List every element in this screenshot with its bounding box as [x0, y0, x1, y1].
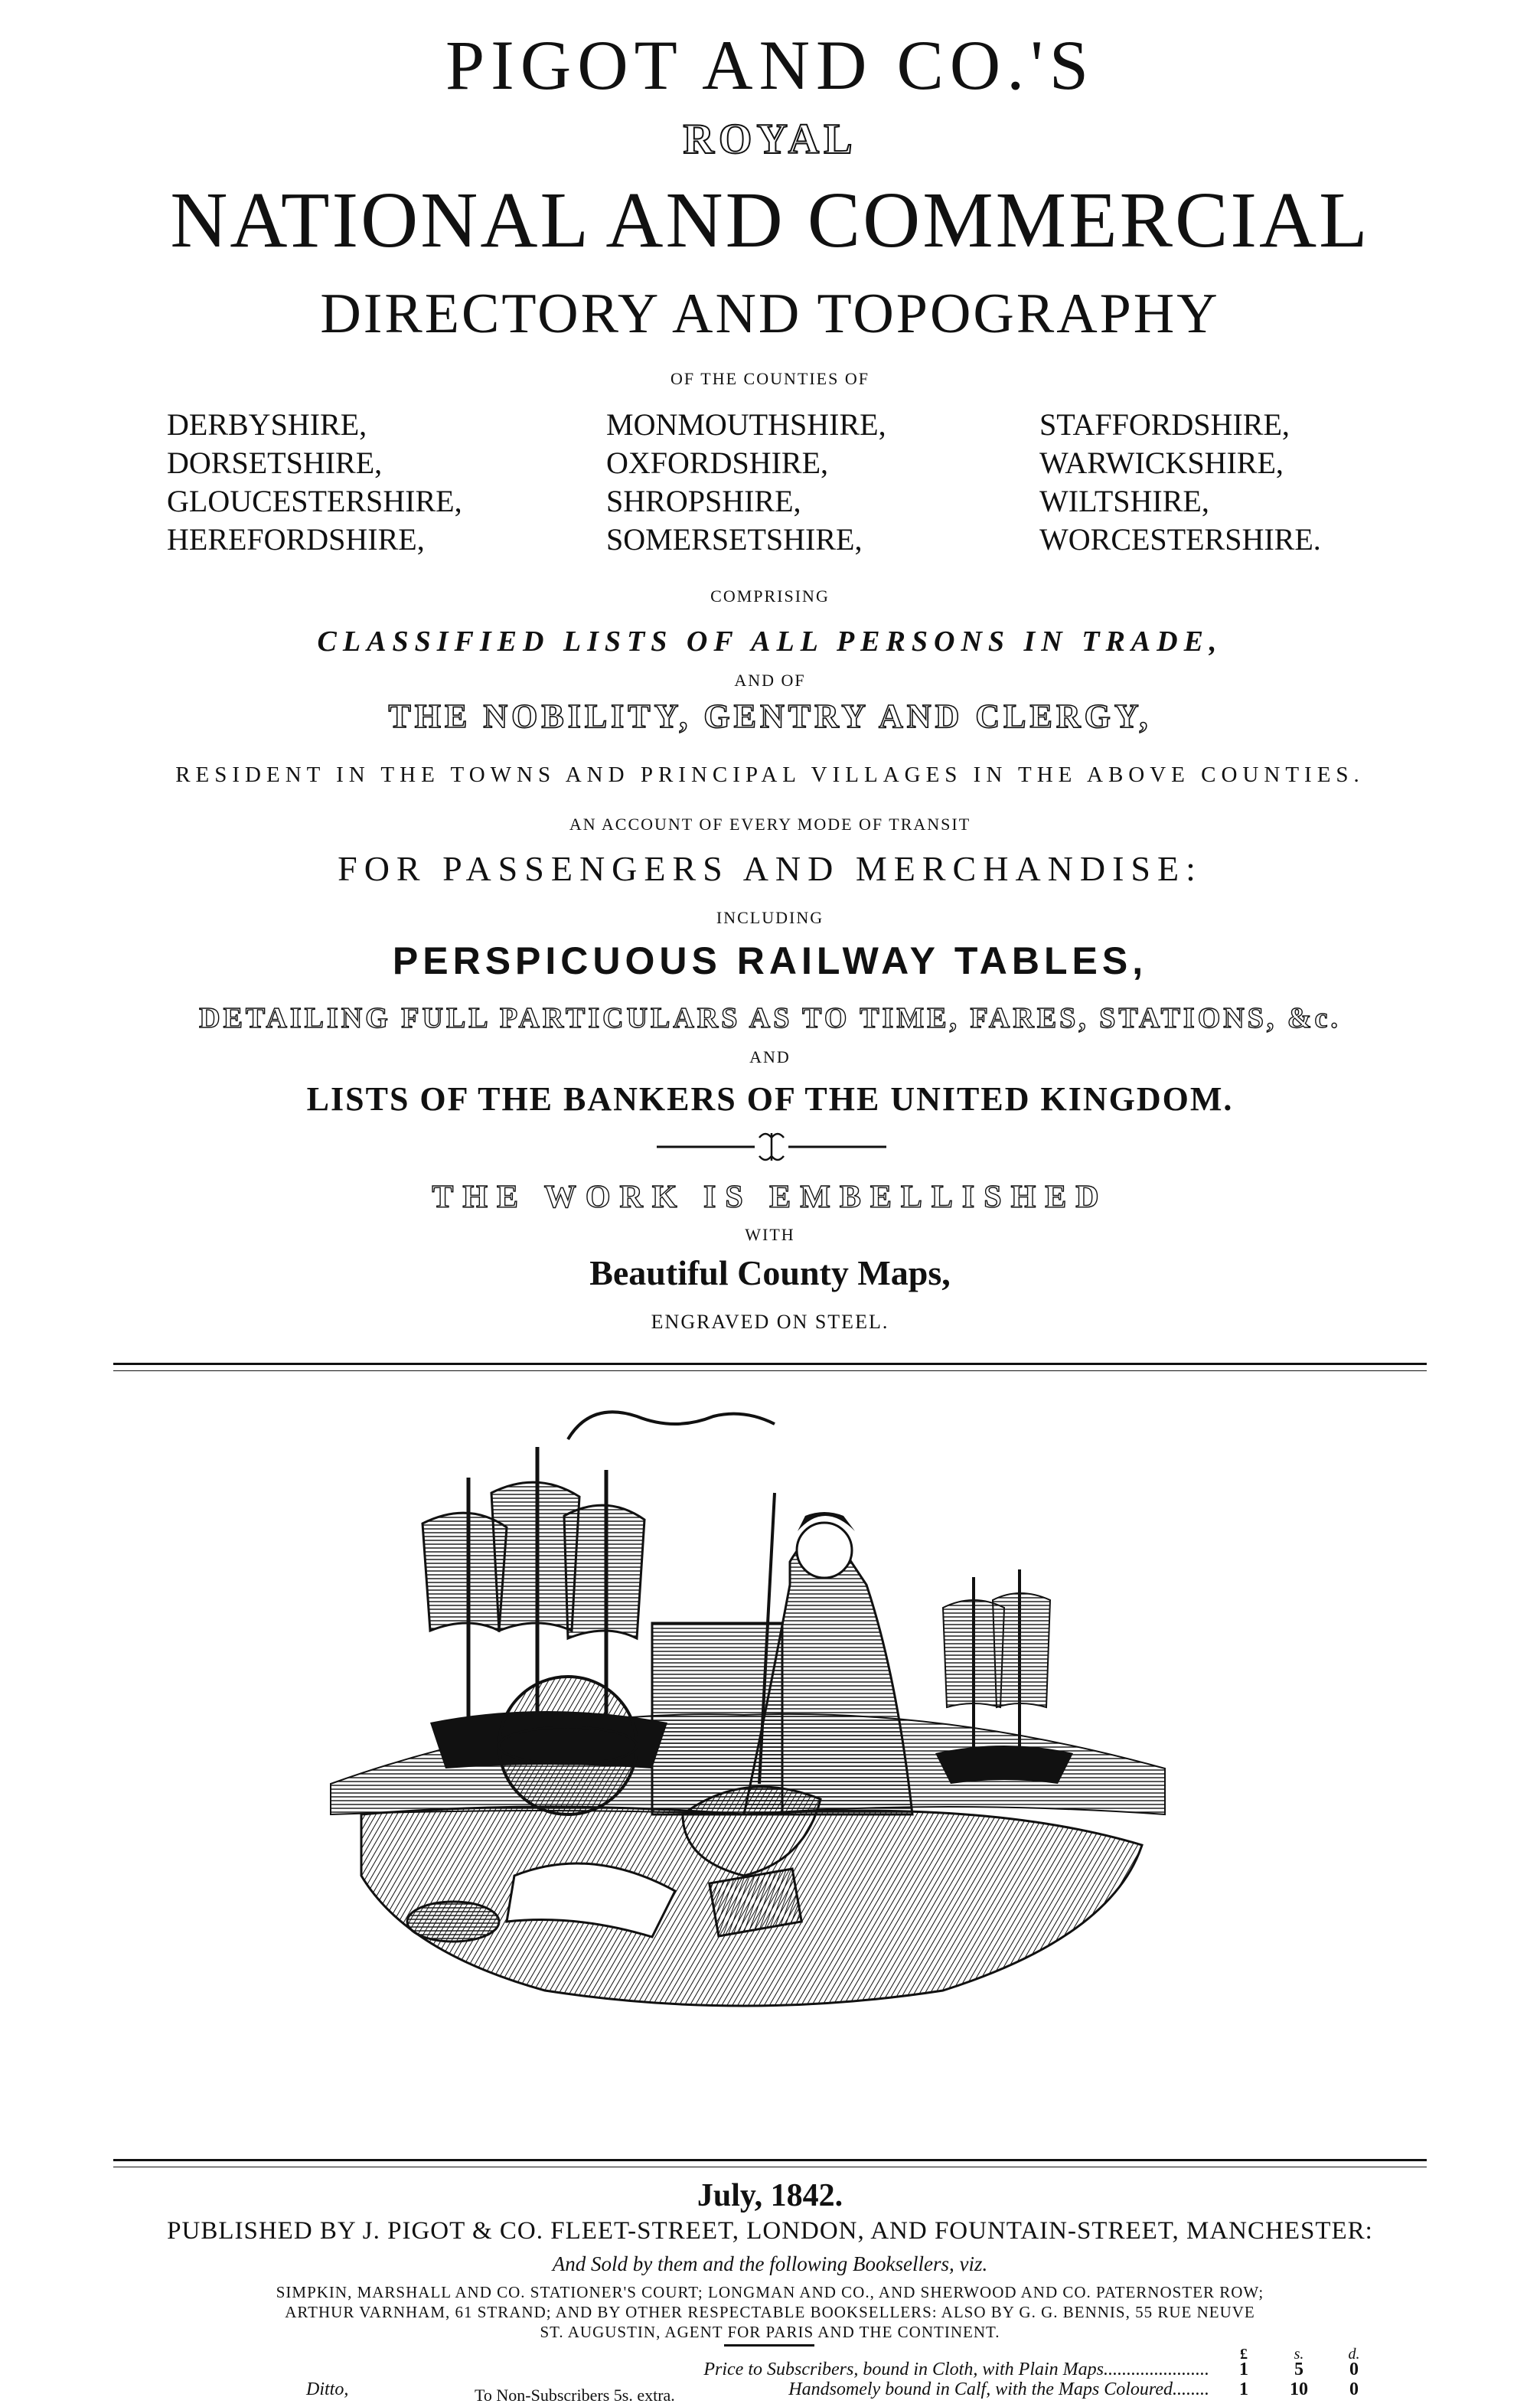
price-prefix: Ditto,	[306, 2379, 349, 2399]
counties-intro: OF THE COUNTIES OF	[670, 369, 870, 388]
comprising-label: COMPRISING	[710, 586, 830, 606]
county-column-3	[1039, 406, 1321, 559]
and-label: AND	[749, 1047, 791, 1066]
passengers-heading: FOR PASSENGERS AND MERCHANDISE:	[338, 849, 1202, 888]
with-label: WITH	[745, 1225, 795, 1244]
classified-lists-heading: CLASSIFIED LISTS OF ALL PERSONS IN TRADE,	[317, 625, 1223, 658]
detailing-line: DETAILING FULL PARTICULARS AS TO TIME, FARES, STATIONS, &c.	[199, 1002, 1341, 1034]
county-name: DERBYSHIRE,	[167, 407, 367, 442]
county-name: HEREFORDSHIRE,	[167, 522, 425, 557]
county-name: SOMERSETSHIRE,	[606, 522, 863, 557]
title-subtitle: DIRECTORY AND TOPOGRAPHY	[320, 283, 1220, 345]
ornament-divider-icon	[0, 1132, 1540, 1162]
divider-rule	[113, 1363, 1427, 1365]
county-name: GLOUCESTERSHIRE,	[167, 484, 462, 518]
booksellers-line: SIMPKIN, MARSHALL AND CO. STATIONER'S COURT; LONGMAN AND CO., AND SHERWOOD AND CO. PATERNOSTER ROW;	[276, 2283, 1264, 2301]
and-of-label: AND OF	[734, 671, 806, 690]
price-shillings: 5	[1294, 2360, 1303, 2379]
title-publisher: PIGOT AND CO.'S	[445, 26, 1095, 104]
county-name: OXFORDSHIRE,	[606, 446, 829, 480]
publisher-line: PUBLISHED BY J. PIGOT & CO. FLEET-STREET, LONDON, AND FOUNTAIN-STREET, MANCHESTER:	[167, 2217, 1373, 2245]
pence-header: d.	[1348, 2346, 1360, 2363]
county-name: DORSETSHIRE,	[167, 446, 383, 480]
divider-rule	[113, 2159, 1427, 2161]
booksellers-line: ARTHUR VARNHAM, 61 STRAND; AND BY OTHER RESPECTABLE BOOKSELLERS: ALSO BY G. G. BENNIS, 55 RUE NEUVE	[285, 2303, 1255, 2321]
divider-rule	[113, 1370, 1427, 1371]
price-pounds: 1	[1239, 2379, 1248, 2399]
county-name: STAFFORDSHIRE,	[1039, 407, 1290, 442]
resident-line: RESIDENT IN THE TOWNS AND PRINCIPAL VILLAGES IN THE ABOVE COUNTIES.	[175, 763, 1365, 787]
county-name: WARWICKSHIRE,	[1039, 446, 1284, 480]
price-description: Handsomely bound in Calf, with the Maps Coloured........	[788, 2379, 1209, 2399]
sold-by-line: And Sold by them and the following Booksellers, viz.	[552, 2252, 988, 2275]
price-pounds: 1	[1239, 2360, 1248, 2379]
price-pence: 0	[1349, 2360, 1359, 2379]
county-maps-heading: Beautiful County Maps,	[589, 1253, 951, 1292]
title-royal: ROYAL	[683, 116, 857, 163]
county-column-1	[167, 406, 462, 559]
nobility-heading: THE NOBILITY, GENTRY AND CLERGY,	[388, 697, 1152, 735]
price-description: Price to Subscribers, bound in Cloth, with Plain Maps.......................	[703, 2360, 1209, 2379]
shillings-header: s.	[1294, 2346, 1304, 2363]
including-label: INCLUDING	[716, 908, 824, 927]
account-label: AN ACCOUNT OF EVERY MODE OF TRANSIT	[569, 815, 971, 834]
non-subscribers-note: To Non-Subscribers 5s. extra.	[475, 2386, 675, 2405]
county-name: MONMOUTHSHIRE,	[606, 407, 886, 442]
county-name: SHROPSHIRE,	[606, 484, 801, 518]
price-shillings: 10	[1290, 2379, 1308, 2399]
price-row	[0, 2379, 1540, 2399]
booksellers-line: ST. AUGUSTIN, AGENT FOR PARIS AND THE CONTINENT.	[540, 2323, 1000, 2341]
title-main: NATIONAL AND COMMERCIAL	[170, 176, 1370, 264]
price-row	[0, 2360, 1540, 2379]
currency-header-row	[0, 2346, 1540, 2361]
britannia-engraving-image	[315, 1386, 1180, 2029]
engraved-label: ENGRAVED ON STEEL.	[651, 1311, 889, 1333]
embellished-heading: THE WORK IS EMBELLISHED	[432, 1180, 1108, 1215]
pounds-header: £	[1240, 2346, 1248, 2363]
county-name: WORCESTERSHIRE.	[1039, 522, 1321, 557]
county-name: WILTSHIRE,	[1039, 484, 1209, 518]
price-pence: 0	[1349, 2379, 1359, 2399]
railway-tables-heading: PERSPICUOUS RAILWAY TABLES,	[392, 939, 1148, 982]
county-column-2	[606, 406, 886, 559]
bankers-heading: LISTS OF THE BANKERS OF THE UNITED KINGDOM.	[306, 1080, 1234, 1118]
publication-date: July, 1842.	[697, 2178, 843, 2213]
